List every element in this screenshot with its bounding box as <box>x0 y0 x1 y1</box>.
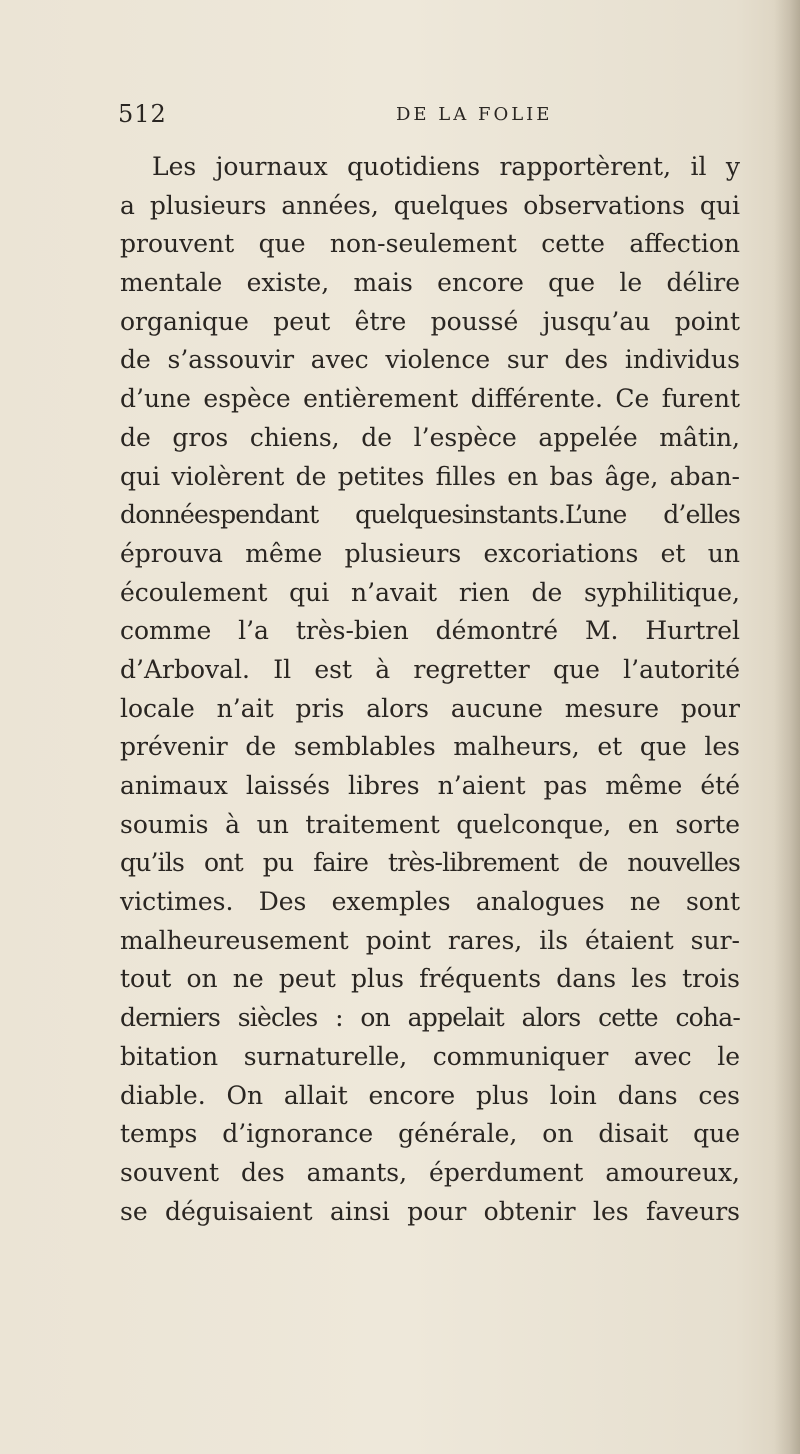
text-line: prouvent que non-seulement cette affection <box>120 229 740 259</box>
text-line: temps d’ignorance générale, on disait que <box>120 1119 740 1149</box>
text-line: se déguisaient ainsi pour obtenir les faveurs <box>120 1196 740 1226</box>
text-line: mentale existe, mais encore que le délire <box>120 268 740 298</box>
text-line: tout on ne peut plus fréquents dans les trois <box>120 964 740 994</box>
text-line: de gros chiens, de l’espèce appelée mâtin, <box>120 422 740 452</box>
text-line: soumis à un traitement quelconque, en sorte <box>120 809 740 839</box>
text-line: animaux laissés libres n’aient pas même été <box>120 771 740 800</box>
text-line: qui violèrent de petites filles en bas âge, aban- <box>120 461 740 491</box>
text-line: malheureusement point rares, ils étaient sur- <box>120 925 740 955</box>
running-title: DE LA FOLIE <box>396 104 553 125</box>
text-line: diable. On allait encore plus loin dans ces <box>120 1080 740 1110</box>
text-line: souvent des amants, éperdument amoureux, <box>120 1157 740 1187</box>
body-text <box>120 148 740 1231</box>
text-line: d’une espèce entièrement différente. Ce furent <box>120 384 740 414</box>
text-line: de s’assouvir avec violence sur des individus <box>120 345 740 375</box>
text-line: éprouva même plusieurs excoriations et un <box>120 538 740 568</box>
text-line: locale n’ait pris alors aucune mesure pour <box>120 693 740 723</box>
text-line: écoulement qui n’avait rien de syphilitique, <box>120 577 740 607</box>
text-line: victimes. Des exemples analogues ne sont <box>120 887 740 917</box>
text-line: organique peut être poussé jusqu’au point <box>120 306 740 336</box>
text-line: Les journaux quotidiens rapportèrent, il y <box>152 152 740 181</box>
text-line: d’Arboval. Il est à regretter que l’autorité <box>120 654 740 684</box>
running-head <box>118 100 738 134</box>
text-line: a plusieurs années, quelques observations qui <box>120 190 740 220</box>
text-line: derniers siècles : on appelait alors cette coha- <box>120 1003 740 1033</box>
page-number: 512 <box>118 100 167 128</box>
text-line: donnéespendant quelquesinstants.L’une d’elles <box>120 500 740 530</box>
page-edge-shadow <box>774 0 800 1454</box>
text-line: bitation surnaturelle, communiquer avec le <box>120 1041 740 1071</box>
text-line: comme l’a très-bien démontré M. Hurtrel <box>120 616 740 646</box>
text-line: prévenir de semblables malheurs, et que les <box>120 732 740 762</box>
text-line: qu’ils ont pu faire très-librement de nouvelles <box>120 848 740 878</box>
